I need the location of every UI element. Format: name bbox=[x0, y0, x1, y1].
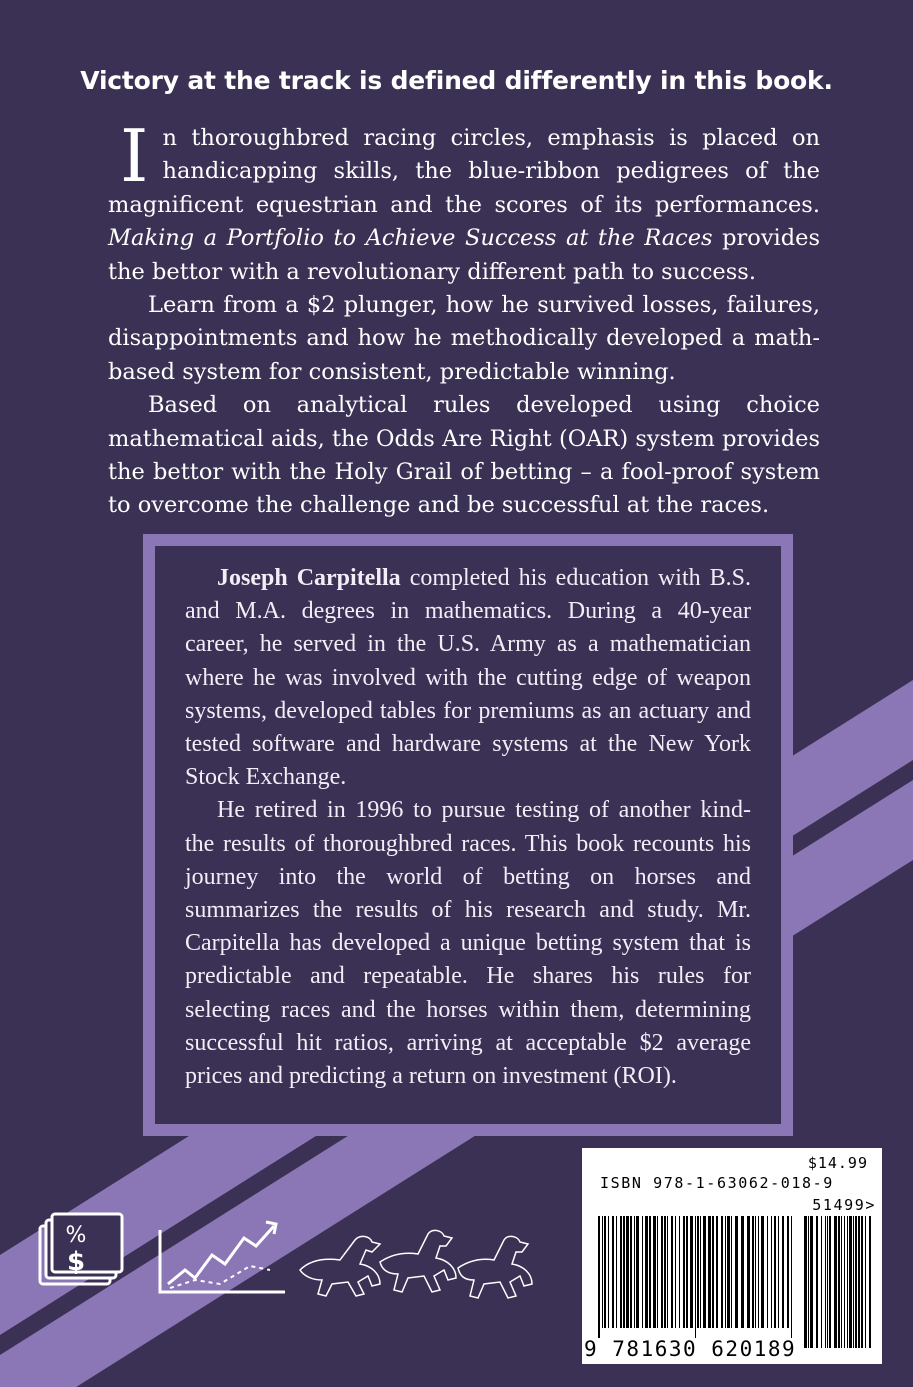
bio-paragraph-1 bbox=[185, 562, 751, 794]
addon-code: 51499> bbox=[812, 1196, 876, 1214]
rising-chart-icon bbox=[160, 1222, 285, 1292]
percent-symbol: % bbox=[65, 1223, 87, 1248]
blurb-paragraph-1 bbox=[108, 114, 820, 289]
blurb-paragraph-3: Based on analytical rules developed using choice mathematical aids, the Odds Are Right (OAR) system provides the bettor with the Holy Grail of betting – a fool-proof system to overcome the challenge and be successful at the races. bbox=[108, 392, 820, 519]
bio-text: completed his education with B.S. and M.A. degrees in mathematics. During a 40-year career, he served in the U.S. Army as a mathematician where he was involved with the cutting edge of weapon systems, developed tables for premiums as an actuary and tested software and hardware systems at the New York Stock Exchange. bbox=[185, 565, 751, 791]
blurb-text: n thoroughbred racing circles, emphasis is placed on handicapping skills, the blue-ribbon pedigrees of the magnificent equestrian and the scores of its performances. bbox=[108, 125, 820, 218]
barcode-digits: 9 781630 620189 bbox=[584, 1337, 797, 1361]
author-name: Joseph Carpitella bbox=[217, 565, 401, 591]
bio-paragraph-2: He retired in 1996 to pursue testing of another kind- the results of thoroughbred races. This book recounts his journey into the world of betting on horses and summarizes the results of his research and study. Mr. Carpitella has developed a unique betting system that is predictable and repeatable. He shares his rules for selecting races and the horses within them, determining successful hit ratios, arriving at acceptable $2 average prices and predicting a return on investment (ROI). bbox=[185, 797, 751, 1090]
back-cover-blurb bbox=[108, 114, 820, 523]
book-title: Making a Portfolio to Achieve Success at the Races bbox=[108, 225, 713, 252]
price-label: $14.99 bbox=[807, 1154, 868, 1172]
author-bio-frame bbox=[143, 534, 793, 1136]
blurb-text: provides the bettor with a revolutionary different path to success. bbox=[108, 225, 820, 285]
headline: Victory at the track is defined differently in this book. bbox=[80, 66, 833, 95]
drop-cap: I bbox=[120, 114, 149, 198]
author-bio bbox=[155, 546, 781, 1124]
blurb-paragraph-2: Learn from a $2 plunger, how he survived losses, failures, disappointments and how he methodically developed a math-based system for consistent, predictable winning. bbox=[108, 292, 820, 385]
document-stack-icon bbox=[40, 1214, 122, 1284]
icon-strip bbox=[0, 1200, 560, 1300]
isbn-number: ISBN 978-1-63062-018-9 bbox=[600, 1174, 834, 1192]
dollar-symbol: $ bbox=[66, 1247, 86, 1277]
isbn-barcode bbox=[582, 1148, 882, 1364]
racing-horses-icon bbox=[300, 1230, 532, 1298]
